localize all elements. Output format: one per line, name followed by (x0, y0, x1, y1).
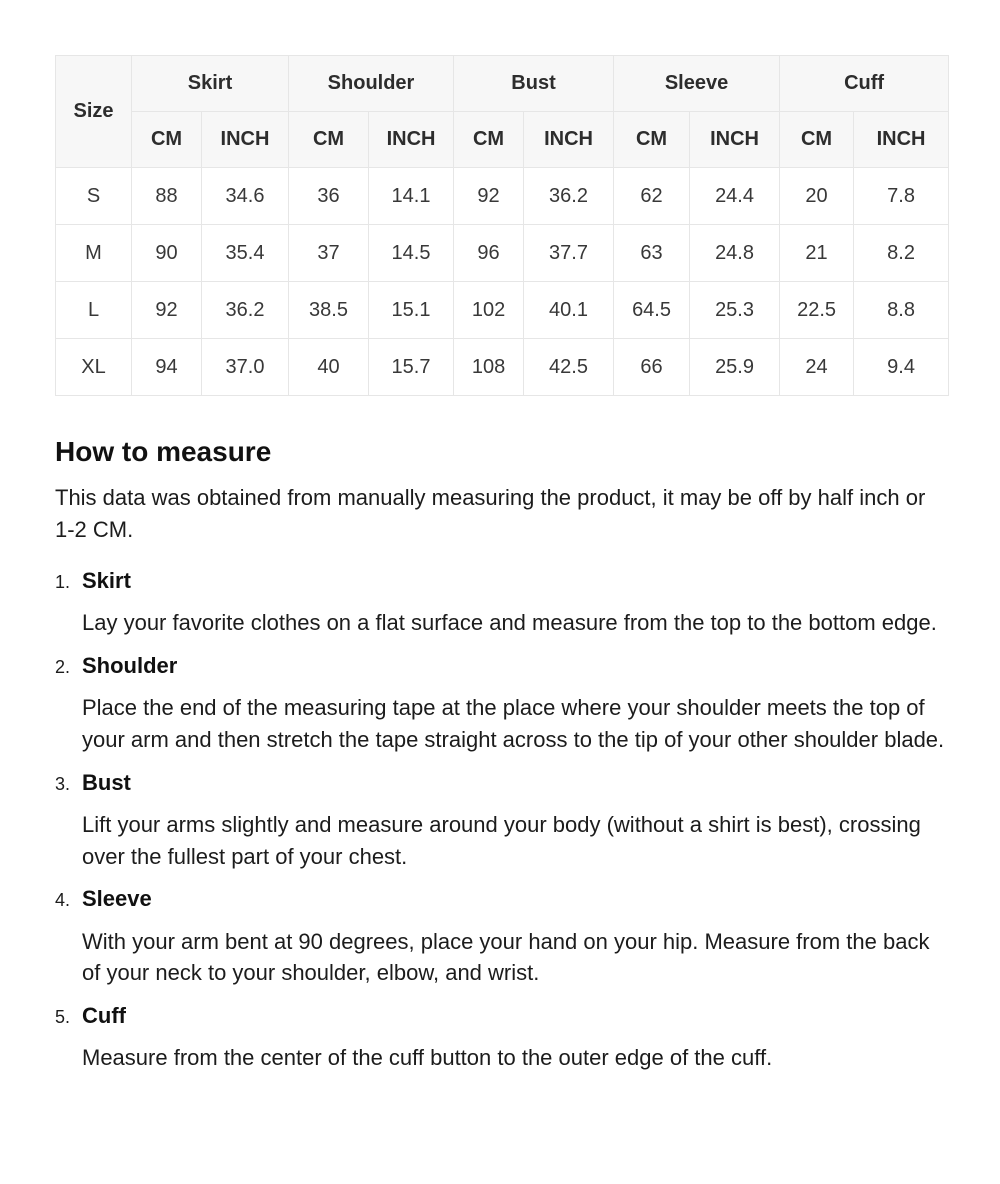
step-title: Sleeve (82, 886, 152, 912)
measure-step-bust (55, 770, 945, 873)
size-cell: M (56, 225, 132, 282)
unit-header-inch: INCH (524, 112, 614, 168)
measure-intro-text: This data was obtained from manually measuring the product, it may be off by half inch or 1-2 CM. (55, 485, 926, 543)
column-header-size: Size (56, 56, 132, 168)
size-chart-table (55, 55, 949, 396)
value-cell: 8.8 (854, 282, 949, 339)
measure-step-skirt (55, 568, 945, 639)
value-cell: 24.4 (690, 168, 780, 225)
column-header-cuff: Cuff (780, 56, 949, 112)
measure-step-sleeve (55, 886, 945, 989)
value-cell: 94 (132, 339, 202, 396)
table-row (56, 339, 949, 396)
step-title: Shoulder (82, 652, 178, 678)
measure-step-shoulder (55, 653, 945, 756)
value-cell: 36.2 (202, 282, 289, 339)
size-cell: XL (56, 339, 132, 396)
value-cell: 34.6 (202, 168, 289, 225)
size-cell: L (56, 282, 132, 339)
measure-steps-list (55, 568, 945, 1074)
unit-header-cm: CM (614, 112, 690, 168)
unit-header-inch: INCH (854, 112, 949, 168)
column-header-skirt: Skirt (132, 56, 289, 112)
value-cell: 40.1 (524, 282, 614, 339)
value-cell: 24.8 (690, 225, 780, 282)
value-cell: 14.5 (369, 225, 454, 282)
table-row (56, 168, 949, 225)
step-number: 2. (55, 656, 71, 677)
value-cell: 9.4 (854, 339, 949, 396)
value-cell: 42.5 (524, 339, 614, 396)
unit-header-cm: CM (780, 112, 854, 168)
value-cell: 25.9 (690, 339, 780, 396)
unit-header-inch: INCH (369, 112, 454, 168)
value-cell: 22.5 (780, 282, 854, 339)
value-cell: 40 (289, 339, 369, 396)
value-cell: 8.2 (854, 225, 949, 282)
how-to-measure-title: How to measure (55, 436, 272, 467)
unit-header-cm: CM (132, 112, 202, 168)
value-cell: 36.2 (524, 168, 614, 225)
value-cell: 21 (780, 225, 854, 282)
measure-step-cuff (55, 1003, 945, 1074)
value-cell: 37.7 (524, 225, 614, 282)
step-title: Skirt (82, 567, 131, 593)
unit-header-inch: INCH (202, 112, 289, 168)
size-cell: S (56, 168, 132, 225)
value-cell: 14.1 (369, 168, 454, 225)
step-description: Measure from the center of the cuff button to the outer edge of the cuff. (82, 1045, 773, 1071)
step-description: With your arm bent at 90 degrees, place your hand on your hip. Measure from the back of your neck to your shoulder, elbow, and wrist. (82, 928, 930, 986)
value-cell: 25.3 (690, 282, 780, 339)
value-cell: 20 (780, 168, 854, 225)
value-cell: 15.1 (369, 282, 454, 339)
value-cell: 15.7 (369, 339, 454, 396)
value-cell: 7.8 (854, 168, 949, 225)
table-header-row-units (56, 112, 949, 168)
value-cell: 96 (454, 225, 524, 282)
column-header-shoulder: Shoulder (289, 56, 454, 112)
value-cell: 35.4 (202, 225, 289, 282)
value-cell: 37.0 (202, 339, 289, 396)
step-body (82, 653, 945, 756)
unit-header-cm: CM (289, 112, 369, 168)
value-cell: 62 (614, 168, 690, 225)
table-row (56, 225, 949, 282)
column-header-bust: Bust (454, 56, 614, 112)
table-row (56, 282, 949, 339)
step-number: 1. (55, 571, 71, 592)
step-number: 4. (55, 890, 71, 911)
step-description: Place the end of the measuring tape at the place where your shoulder meets the top of your arm and then stretch the tape straight across to the tip of your other shoulder blade. (82, 695, 945, 752)
value-cell: 66 (614, 339, 690, 396)
value-cell: 88 (132, 168, 202, 225)
value-cell: 38.5 (289, 282, 369, 339)
step-body (82, 1003, 945, 1074)
value-cell: 36 (289, 168, 369, 225)
value-cell: 92 (132, 282, 202, 339)
value-cell: 37 (289, 225, 369, 282)
step-number: 5. (55, 1006, 71, 1027)
step-title: Bust (82, 769, 131, 795)
value-cell: 64.5 (614, 282, 690, 339)
step-body (82, 568, 945, 639)
value-cell: 90 (132, 225, 202, 282)
step-title: Cuff (82, 1002, 126, 1028)
step-description: Lift your arms slightly and measure around your body (without a shirt is best), crossing over the fullest part of your chest. (82, 811, 921, 869)
unit-header-cm: CM (454, 112, 524, 168)
step-description: Lay your favorite clothes on a flat surface and measure from the top to the bottom edge. (82, 610, 937, 636)
value-cell: 63 (614, 225, 690, 282)
column-header-sleeve: Sleeve (614, 56, 780, 112)
value-cell: 24 (780, 339, 854, 396)
step-body (82, 770, 945, 873)
unit-header-inch: INCH (690, 112, 780, 168)
value-cell: 92 (454, 168, 524, 225)
step-number: 3. (55, 773, 71, 794)
table-header-row-groups (56, 56, 949, 112)
value-cell: 108 (454, 339, 524, 396)
value-cell: 102 (454, 282, 524, 339)
step-body (82, 886, 945, 989)
